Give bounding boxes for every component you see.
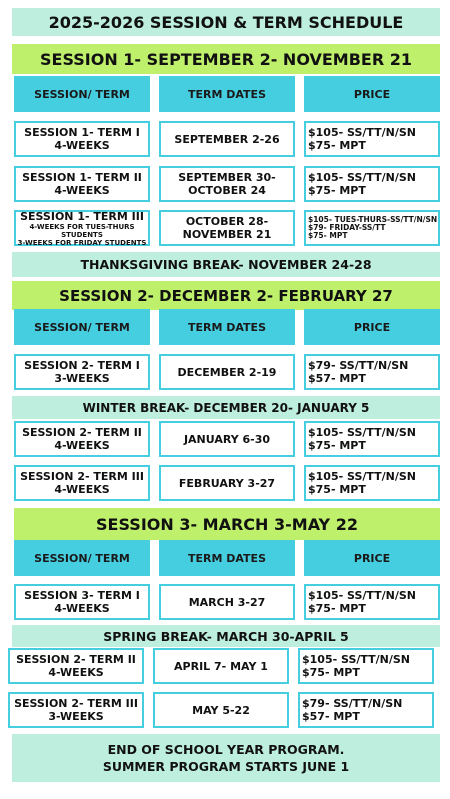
term-name: SESSION 2- TERM I	[24, 359, 140, 372]
s3-term3-name	[8, 692, 144, 728]
s3-term2-dates	[153, 648, 289, 684]
term-dates: OCTOBER 28-	[185, 215, 269, 228]
header-term-dates: TERM DATES	[159, 309, 295, 345]
price-line: $105- SS/TT/N/SN	[308, 426, 417, 439]
s3-term2-name	[8, 648, 144, 684]
price-line: $75- MPT	[302, 666, 360, 679]
s1-term3-dates	[159, 210, 295, 246]
s2-term3-name	[14, 465, 150, 501]
header-term-dates: TERM DATES	[159, 76, 295, 112]
s2-term1-price	[304, 354, 440, 390]
header-price: PRICE	[304, 309, 440, 345]
session-1-banner: SESSION 1- SEPTEMBER 2- NOVEMBER 21	[12, 44, 440, 74]
term-dates: MARCH 3-27	[188, 595, 266, 609]
term-name: SESSION 2- TERM III	[14, 697, 138, 710]
winter-break: WINTER BREAK- DECEMBER 20- JANUARY 5	[12, 396, 440, 419]
price-line: $75- MPT	[308, 483, 366, 496]
thanksgiving-break: THANKSGIVING BREAK- NOVEMBER 24-28	[12, 252, 440, 277]
term-dates: OCTOBER 24	[188, 184, 266, 197]
s1-term3-price	[304, 210, 440, 246]
end-of-year-banner	[12, 734, 440, 782]
s1-term3-name	[14, 210, 150, 246]
price-line: $105- SS/TT/N/SN	[308, 171, 417, 184]
s1-term1-price	[304, 121, 440, 157]
header-price: PRICE	[304, 76, 440, 112]
price-line: $105- SS/TT/N/SN	[308, 470, 417, 483]
s2-term3-dates	[159, 465, 295, 501]
s1-term2-price	[304, 166, 440, 202]
s3-term3-dates	[153, 692, 289, 728]
term-length: 4-WEEKS	[54, 139, 110, 152]
term-dates: FEBRUARY 3-27	[178, 476, 276, 490]
header-term-dates: TERM DATES	[159, 540, 295, 576]
term-length: 4-WEEKS	[54, 439, 110, 452]
session-2-banner: SESSION 2- DECEMBER 2- FEBRUARY 27	[12, 281, 440, 310]
term-length: 3-WEEKS	[48, 710, 104, 723]
footer-line: END OF SCHOOL YEAR PROGRAM.	[107, 742, 345, 757]
s2-term2-name	[14, 421, 150, 457]
s2-term2-price	[304, 421, 440, 457]
price-line: $57- MPT	[308, 372, 366, 385]
price-line: $105- SS/TT/N/SN	[308, 126, 417, 139]
term-length: 4-WEEKS	[54, 483, 110, 496]
term-note: 4-WEEKS FOR TUES-THURS STUDENTS	[29, 222, 135, 239]
s3-term3-price	[298, 692, 434, 728]
price-line: $105- TUES-THURS-SS/TT/N/SN	[308, 215, 438, 224]
s1-term1-name	[14, 121, 150, 157]
s2-term2-dates	[159, 421, 295, 457]
price-line: $75- MPT	[308, 439, 366, 452]
s1-term1-dates	[159, 121, 295, 157]
header-price: PRICE	[304, 540, 440, 576]
s1-term2-name	[14, 166, 150, 202]
s2-term3-price	[304, 465, 440, 501]
term-name: SESSION 1- TERM I	[24, 126, 140, 139]
price-line: $75- MPT	[308, 602, 366, 615]
term-name: SESSION 2- TERM II	[22, 426, 142, 439]
s3-term1-dates	[159, 584, 295, 620]
footer-line: SUMMER PROGRAM STARTS JUNE 1	[102, 759, 350, 774]
term-length: 4-WEEKS	[48, 666, 104, 679]
term-dates: JANUARY 6-30	[183, 432, 271, 446]
price-line: $79- FRIDAY-SS/TT	[308, 223, 386, 232]
term-name: SESSION 1- TERM III	[20, 209, 144, 223]
term-dates: SEPTEMBER 2-26	[174, 132, 280, 146]
term-dates: APRIL 7- MAY 1	[174, 659, 268, 673]
page-title: 2025-2026 SESSION & TERM SCHEDULE	[12, 8, 440, 36]
term-dates: DECEMBER 2-19	[177, 365, 277, 379]
price-line: $57- MPT	[302, 710, 360, 723]
session-3-banner: SESSION 3- MARCH 3-MAY 22	[14, 508, 440, 540]
price-line: $79- SS/TT/N/SN	[308, 359, 409, 372]
s1-term2-dates	[159, 166, 295, 202]
price-line: $105- SS/TT/N/SN	[302, 653, 411, 666]
s3-term2-price	[298, 648, 434, 684]
term-name: SESSION 2- TERM II	[16, 653, 136, 666]
term-length: 4-WEEKS	[54, 184, 110, 197]
price-line: $75- MPT	[308, 231, 348, 240]
price-line: $75- MPT	[308, 184, 366, 197]
term-length: 4-WEEKS	[54, 602, 110, 615]
term-dates: SEPTEMBER 30-	[178, 171, 276, 184]
s3-term1-price	[304, 584, 440, 620]
term-dates: MAY 5-22	[192, 703, 250, 717]
s2-term1-dates	[159, 354, 295, 390]
term-name: SESSION 1- TERM II	[22, 171, 142, 184]
header-session-term: SESSION/ TERM	[14, 540, 150, 576]
s2-term1-name	[14, 354, 150, 390]
term-dates: NOVEMBER 21	[182, 228, 272, 241]
term-note: 3-WEEKS FOR FRIDAY STUDENTS	[17, 238, 147, 247]
price-line: $79- SS/TT/N/SN	[302, 697, 403, 710]
s3-term1-name	[14, 584, 150, 620]
term-name: SESSION 3- TERM I	[24, 589, 140, 602]
term-name: SESSION 2- TERM III	[20, 470, 144, 483]
price-line: $105- SS/TT/N/SN	[308, 589, 417, 602]
header-session-term: SESSION/ TERM	[14, 76, 150, 112]
price-line: $75- MPT	[308, 139, 366, 152]
spring-break: SPRING BREAK- MARCH 30-APRIL 5	[12, 625, 440, 647]
term-length: 3-WEEKS	[54, 372, 110, 385]
header-session-term: SESSION/ TERM	[14, 309, 150, 345]
